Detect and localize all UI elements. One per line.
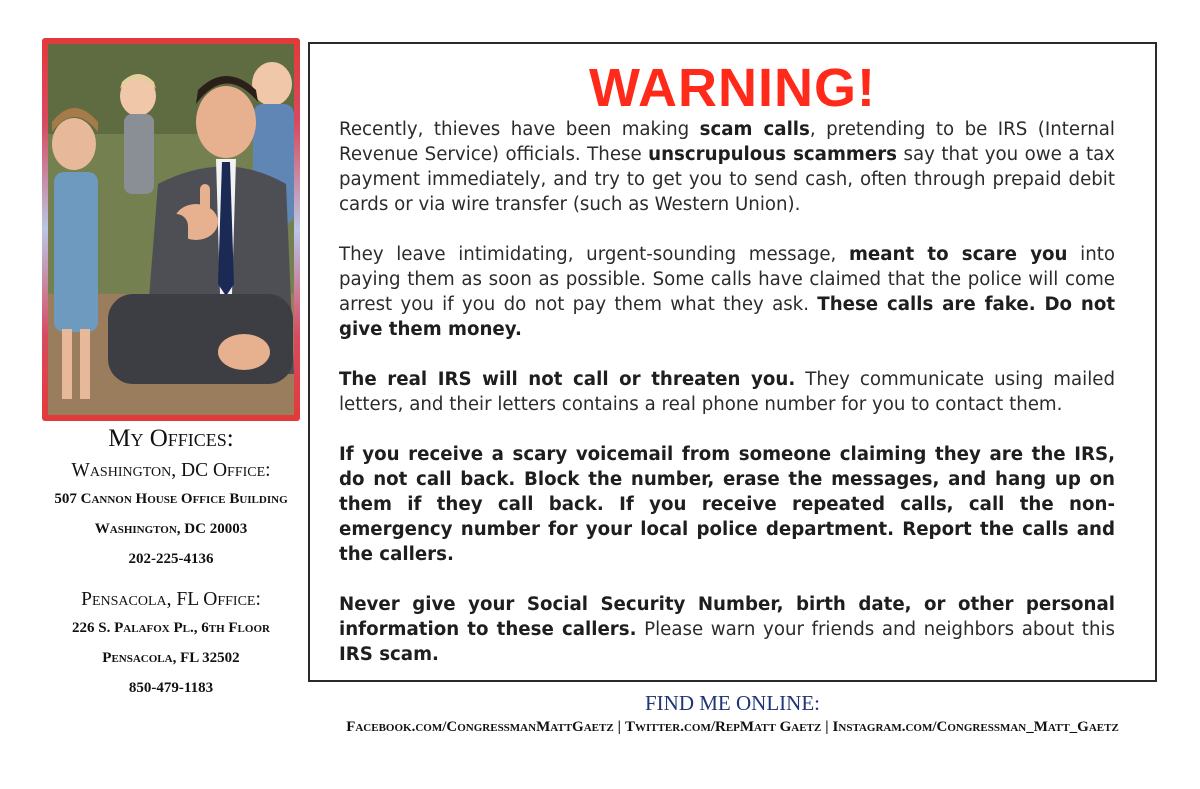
social-links xyxy=(308,716,1157,738)
pensacola-phone: 850-479-1183 xyxy=(128,680,214,696)
footer xyxy=(308,690,1157,738)
warning-box xyxy=(308,42,1157,682)
photo-frame xyxy=(42,38,300,421)
pensacola-office-name: Pensacola, FL Office: xyxy=(81,589,261,610)
p1-bold-1: scam calls xyxy=(699,119,810,140)
offices-section xyxy=(42,424,300,703)
paragraph-intimidating xyxy=(339,242,1115,342)
photo-illustration xyxy=(48,44,294,415)
p5-bold-2: IRS scam. xyxy=(339,644,439,665)
p2-bold-1: meant to scare you xyxy=(848,244,1068,265)
p5-text-1: Please warn your friends and neighbors about this xyxy=(636,619,1115,640)
paragraph-never-give xyxy=(339,592,1115,667)
facebook-link[interactable]: Facebook.com/CongressmanMattGaetz xyxy=(346,719,614,735)
pensacola-address-line1: 226 S. Palafox Pl., 6th Floor xyxy=(72,620,270,636)
washington-address-line1: 507 Cannon House Office Building xyxy=(54,491,288,507)
congressman-photo xyxy=(48,44,294,415)
p3-text-1: They communicate using mailed letters, and their letters contains a real phone number for you to contact them. xyxy=(339,369,1115,415)
instagram-link[interactable]: Instagram.com/Congressman_Matt_Gaetz xyxy=(832,719,1119,735)
p1-bold-2: unscrupulous scammers xyxy=(648,144,897,165)
paragraph-voicemail xyxy=(339,442,1115,567)
warning-title: WARNING! xyxy=(589,58,876,118)
pensacola-address-line2: Pensacola, FL 32502 xyxy=(102,650,240,666)
paragraph-real-irs xyxy=(339,367,1115,417)
separator: | xyxy=(617,719,621,735)
washington-phone: 202-225-4136 xyxy=(128,551,214,567)
p5-bold-1: Never give your Social Security Number, birth date, or other personal information to these callers. xyxy=(339,594,1115,640)
p2-text-2: into paying them as soon as possible. Some calls have claimed that the police will come arrest you if you do not pay them what they ask. xyxy=(339,244,1115,315)
offices-title: My Offices: xyxy=(108,425,234,452)
find-me-online-title: FIND ME ONLINE: xyxy=(645,691,820,715)
p4-bold-1: If you receive a scary voicemail from someone claiming they are the IRS, do not call back. Block the number, erase the messages, and hang up on them if they call back. If you receive repeated calls, call the non-emergency number for your local police department. Report the calls and the callers. xyxy=(339,444,1115,565)
washington-address-line2: Washington, DC 20003 xyxy=(94,521,248,537)
paragraph-scam-calls xyxy=(339,117,1115,217)
warning-body xyxy=(339,117,1115,692)
p2-text-1: They leave intimidating, urgent-sounding message, xyxy=(339,244,849,265)
washington-office-name: Washington, DC Office: xyxy=(71,460,271,481)
separator: | xyxy=(825,719,829,735)
p1-text-2: , pretending to be IRS (Internal Revenue Service) officials. These xyxy=(339,119,1115,165)
twitter-link[interactable]: Twitter.com/RepMatt Gaetz xyxy=(624,719,822,735)
p1-text-1: Recently, thieves have been making xyxy=(339,119,700,140)
p1-text-3: say that you owe a tax payment immediately, and try to get you to send cash, often through prepaid debit cards or via wire transfer (such as Western Union). xyxy=(339,144,1115,215)
p2-bold-2: These calls are fake. Do not give them money. xyxy=(339,294,1116,340)
p3-bold-1: The real IRS will not call or threaten you. xyxy=(339,369,796,390)
